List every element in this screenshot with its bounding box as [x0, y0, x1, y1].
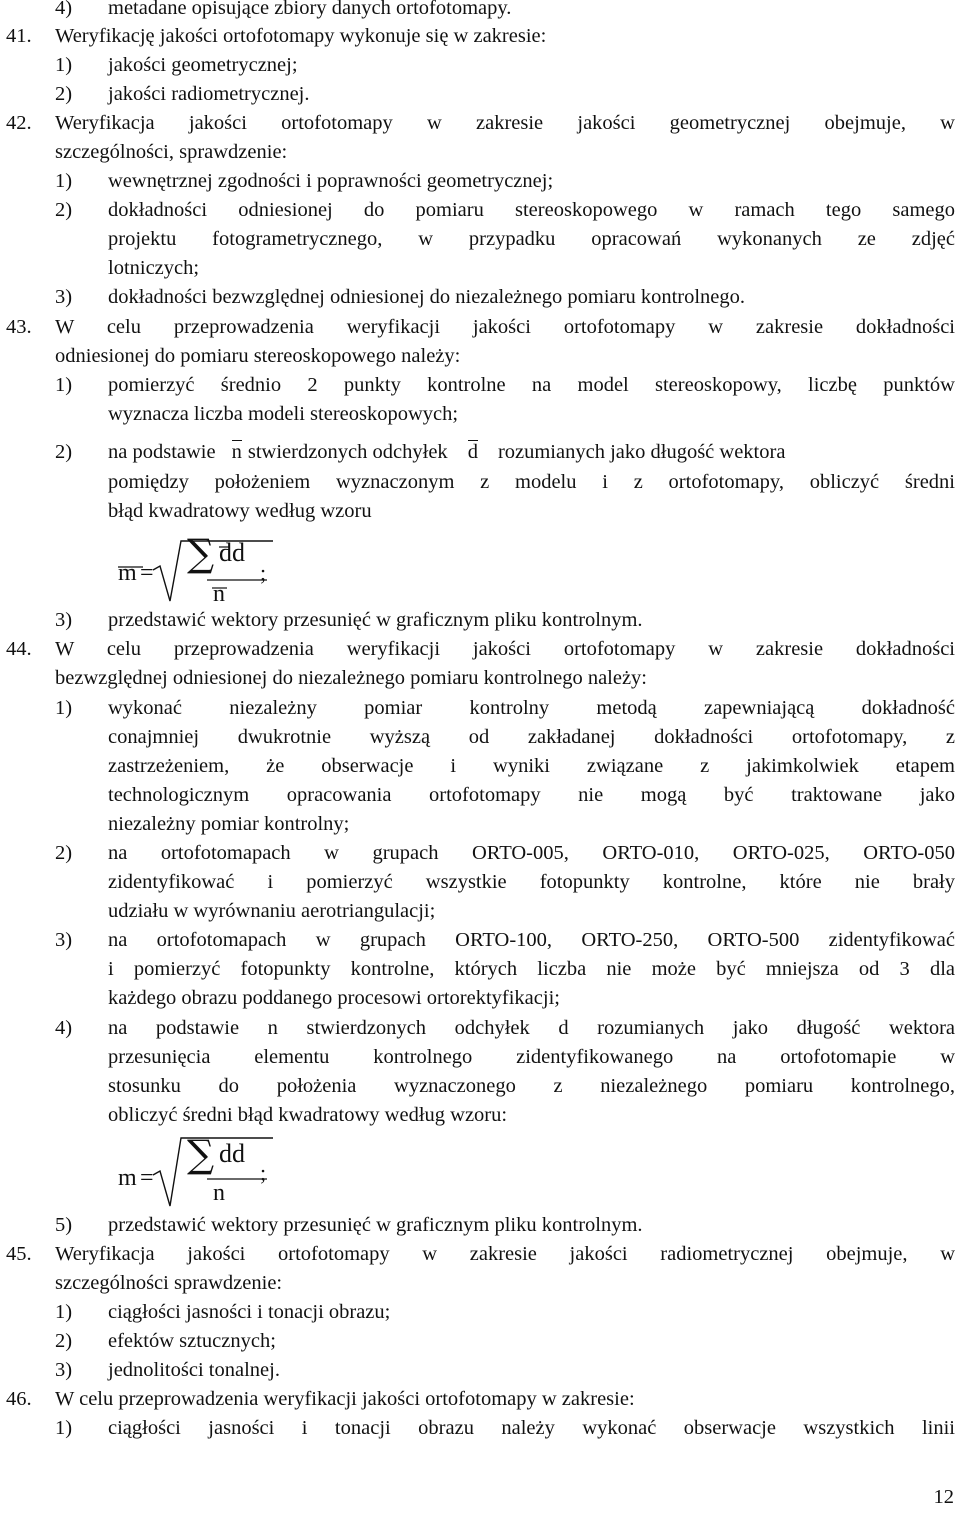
paragraph-number: 43.: [6, 316, 32, 338]
list-item-text: technologicznym opracowania ortofotomapy nie mogą być traktowane jako: [108, 784, 955, 806]
list-item-number: 2): [55, 441, 73, 463]
list-item-text: wykonać niezależny pomiar kontrolny metodą zapewniającą dokładność: [108, 697, 955, 719]
list-item-number: 3): [55, 1359, 73, 1381]
equals-sign: =: [140, 560, 154, 586]
m-symbol: m: [118, 1165, 137, 1191]
list-item-number: 3): [55, 929, 73, 951]
list-item-number: 2): [55, 83, 73, 105]
page-number: 12: [933, 1486, 954, 1508]
list-item-number: 1): [55, 170, 73, 192]
text-fragment: rozumianych jako długość wektora: [497, 441, 786, 463]
paragraph-text: szczególności, sprawdzenie:: [55, 141, 288, 163]
list-item-number: 1): [55, 54, 73, 76]
d-symbol: d: [468, 438, 478, 467]
paragraph-text: W celu przeprowadzenia weryfikacji jakości ortofotomapy w zakresie dokładności: [55, 316, 955, 338]
paragraph-text: Weryfikacja jakości ortofotomapy w zakresie jakości geometrycznej obejmuje, w: [55, 112, 955, 134]
paragraph-number: 46.: [6, 1388, 32, 1410]
paragraph-number: 42.: [6, 112, 32, 134]
list-item-number: 1): [55, 697, 73, 719]
list-item-text: na podstawie n stwierdzonych odchyłek d rozumianych jako długość wektora: [108, 1017, 955, 1039]
list-item-text: dokładności bezwzględnej odniesionej do niezależnego pomiaru kontrolnego.: [108, 286, 746, 308]
dd-symbol: dd: [219, 1139, 245, 1168]
n-symbol: n: [213, 1180, 225, 1206]
list-item-number: 1): [55, 1417, 73, 1439]
list-item-number: 4): [55, 0, 73, 19]
n-symbol: n: [232, 438, 242, 467]
list-item-number: 3): [55, 609, 73, 631]
sigma-icon: ∑: [187, 1132, 215, 1176]
paragraph-number: 44.: [6, 638, 32, 660]
list-item-number: 1): [55, 1301, 73, 1323]
list-item-text: pomiędzy położeniem wyznaczonym z modelu i z ortofotomapy, obliczyć średni: [108, 471, 955, 493]
semicolon: ;: [260, 560, 267, 585]
list-item-text: na ortofotomapach w grupach ORTO-100, ORTO-250, ORTO-500 zidentyfikować: [108, 929, 955, 951]
list-item-number: 5): [55, 1214, 73, 1236]
list-item-text: efektów sztucznych;: [108, 1330, 276, 1352]
list-item-number: 2): [55, 199, 73, 221]
sigma-icon: ∑: [187, 531, 215, 575]
paragraph-text: bezwzględnej odniesionej do niezależnego pomiaru kontrolnego należy:: [55, 667, 648, 689]
list-item-number: 3): [55, 286, 73, 308]
list-item-text: conajmniej dwukrotnie wyższą od zakładanej dokładności ortofotomapy, z: [108, 726, 955, 748]
list-item-text: dokładności odniesionej do pomiaru stereoskopowego w ramach tego samego: [108, 199, 955, 221]
list-item-text: niezależny pomiar kontrolny;: [108, 813, 350, 835]
list-item-text: jednolitości tonalnej.: [108, 1359, 280, 1381]
list-item-text: metadane opisujące zbiory danych ortofotomapy.: [108, 0, 512, 19]
list-item-text: [108, 438, 785, 467]
list-item-text: przesunięcia elementu kontrolnego zidentyfikowanego na ortofotomapie w: [108, 1046, 955, 1068]
list-item-text: udziału w wyrównaniu aerotriangulacji;: [108, 900, 436, 922]
paragraph-text: Weryfikację jakości ortofotomapy wykonuje się w zakresie:: [55, 25, 547, 47]
list-item-number: 4): [55, 1017, 73, 1039]
list-item-text: lotniczych;: [108, 257, 200, 279]
list-item-text: jakości geometrycznej;: [108, 54, 298, 76]
equals-sign: =: [140, 1165, 154, 1191]
list-item-text: zidentyfikować i pomierzyć wszystkie fotopunkty kontrolne, które nie brały: [108, 871, 955, 893]
list-item-number: 1): [55, 374, 73, 396]
paragraph-text: szczególności sprawdzenie:: [55, 1272, 283, 1294]
list-item-text: wyznacza liczba modeli stereoskopowych;: [108, 403, 459, 425]
list-item-text: projektu fotogrametrycznego, w przypadku opracowań wykonanych ze zdjęć: [108, 228, 955, 250]
list-item-text: i pomierzyć fotopunkty kontrolne, których liczba nie może być mniejsza od 3 dla: [108, 958, 955, 980]
rmse-formula: [115, 525, 285, 605]
list-item-number: 2): [55, 1330, 73, 1352]
n-symbol: n: [213, 581, 225, 607]
list-item-text: pomierzyć średnio 2 punkty kontrolne na model stereoskopowy, liczbę punktów: [108, 374, 955, 396]
semicolon: ;: [260, 1160, 267, 1185]
paragraph-text: W celu przeprowadzenia weryfikacji jakości ortofotomapy w zakresie:: [55, 1388, 635, 1410]
list-item-text: obliczyć średni błąd kwadratowy według wzoru:: [108, 1104, 508, 1126]
dd-symbol: dd: [219, 538, 245, 567]
text-fragment: stwierdzonych odchyłek: [247, 441, 448, 463]
list-item-text: przedstawić wektory przesunięć w graficznym pliku kontrolnym.: [108, 609, 643, 631]
paragraph-text: W celu przeprowadzenia weryfikacji jakości ortofotomapy w zakresie dokładności: [55, 638, 955, 660]
paragraph-text: odniesionej do pomiaru stereoskopowego należy:: [55, 345, 461, 367]
rmse-formula: [115, 1130, 285, 1210]
list-item-text: stosunku do położenia wyznaczonego z niezależnego pomiaru kontrolnego,: [108, 1075, 955, 1097]
paragraph-text: Weryfikacja jakości ortofotomapy w zakresie jakości radiometrycznej obejmuje, w: [55, 1243, 955, 1265]
list-item-text: błąd kwadratowy według wzoru: [108, 500, 372, 522]
list-item-text: jakości radiometrycznej.: [108, 83, 310, 105]
m-symbol: m: [118, 560, 137, 586]
paragraph-number: 41.: [6, 25, 32, 47]
list-item-text: wewnętrznej zgodności i poprawności geometrycznej;: [108, 170, 554, 192]
list-item-text: zastrzeżeniem, że obserwacje i wyniki związane z jakimkolwiek etapem: [108, 755, 955, 777]
list-item-text: każdego obrazu poddanego procesowi ortorektyfikacji;: [108, 987, 560, 1009]
paragraph-number: 45.: [6, 1243, 32, 1265]
text-fragment: na podstawie: [108, 441, 216, 463]
list-item-text: ciągłości jasności i tonacji obrazu należy wykonać obserwacje wszystkich linii: [108, 1417, 955, 1439]
list-item-text: na ortofotomapach w grupach ORTO-005, ORTO-010, ORTO-025, ORTO-050: [108, 842, 955, 864]
list-item-text: ciągłości jasności i tonacji obrazu;: [108, 1301, 391, 1323]
list-item-text: przedstawić wektory przesunięć w graficznym pliku kontrolnym.: [108, 1214, 643, 1236]
list-item-number: 2): [55, 842, 73, 864]
